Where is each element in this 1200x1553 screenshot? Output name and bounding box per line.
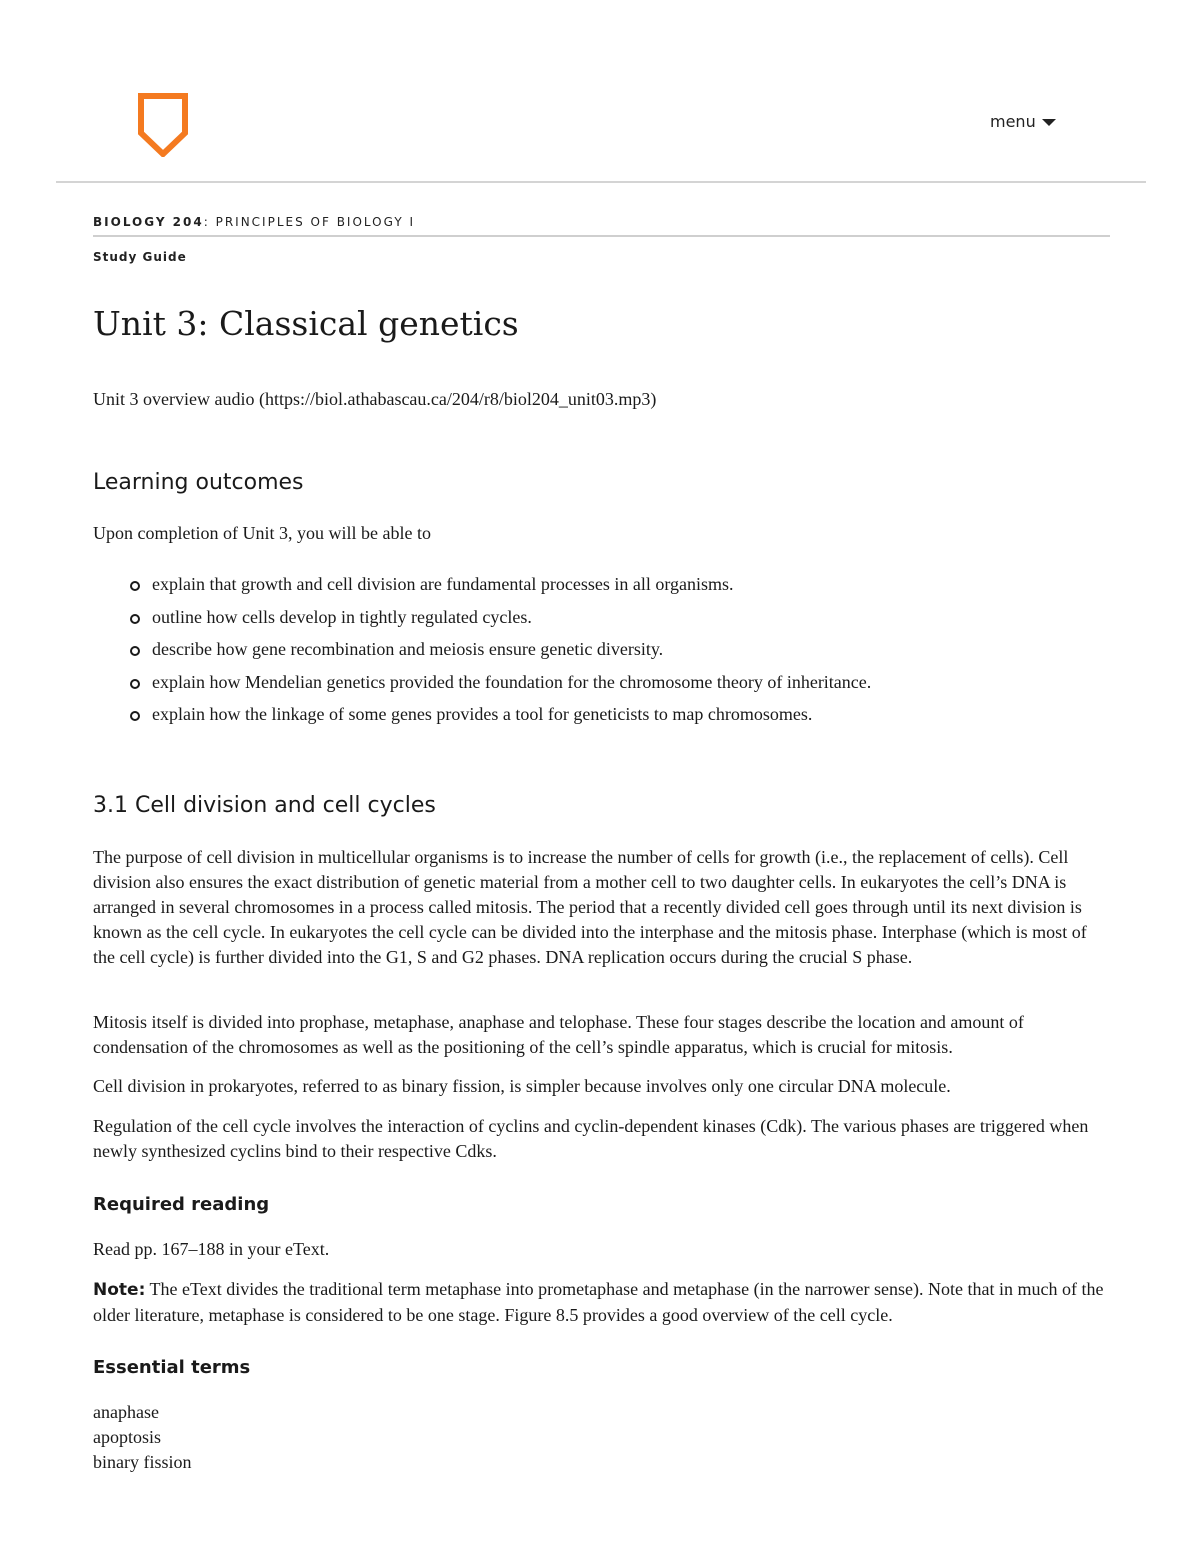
list-item: anaphase (93, 1402, 159, 1422)
list-item: apoptosis (93, 1427, 162, 1447)
header-divider (56, 181, 1146, 183)
menu-label: menu (990, 112, 1036, 131)
paragraph: The purpose of cell division in multicellular organisms is to increase the number of cells for growth (i.e., the replacement of cells). Cell division also ensures the exact distribution of genetic material from a mother cell to two daughter cells. In eukaryotes the cell’s DNA is arranged in several chromosomes in a process called mitosis. The period that a recently divided cell goes through until its next division is known as the cell cycle. In eukaryotes the cell cycle can be divided into the interphase and the mitosis phase. Interphase (which is most of the cell cycle) is further divided into the G1, S and G2 phases. DNA replication occurs during the crucial S phase. (93, 847, 1087, 967)
learning-outcomes-heading: Learning outcomes (93, 470, 304, 495)
note-label: Note: (93, 1280, 146, 1300)
paragraph: Regulation of the cell cycle involves the interaction of cyclins and cyclin-dependent kinases (Cdk). The various phases are triggered when newly synthesized cyclins bind to their respective Cdks. (93, 1116, 1089, 1161)
essential-terms-heading: Essential terms (93, 1357, 251, 1378)
list-item: explain how the linkage of some genes provides a tool for geneticists to map chromosomes. (130, 698, 871, 731)
course-title (93, 215, 415, 229)
section-label: Study Guide (93, 250, 187, 264)
essential-terms-list (93, 1400, 192, 1475)
course-name: : PRINCIPLES OF BIOLOGY I (203, 215, 416, 229)
required-reading-text: Read pp. 167–188 in your eText. (93, 1239, 330, 1259)
menu-button[interactable] (990, 112, 1056, 131)
section-3-1-heading: 3.1 Cell division and cell cycles (93, 793, 436, 818)
required-reading-heading: Required reading (93, 1194, 270, 1215)
unit-audio-link[interactable]: Unit 3 overview audio (https://biol.athabascau.ca/204/r8/biol204_unit03.mp3) (93, 389, 657, 409)
page-title: Unit 3: Classical genetics (93, 304, 519, 343)
shield-logo-icon[interactable] (138, 93, 188, 157)
course-divider (93, 235, 1110, 237)
list-item: explain how Mendelian genetics provided the foundation for the chromosome theory of inheritance. (130, 666, 871, 699)
site-header (0, 0, 1200, 184)
note-paragraph (93, 1277, 1110, 1328)
paragraph: Mitosis itself is divided into prophase, metaphase, anaphase and telophase. These four stages describe the location and amount of condensation of the chromosomes as well as the positioning of the cell’s spindle apparatus, which is crucial for mitosis. (93, 1012, 1024, 1057)
caret-down-icon (1042, 119, 1056, 126)
note-text: The eText divides the traditional term metaphase into prometaphase and metaphase (in the narrower sense). Note that in much of the older literature, metaphase is considered to be one stage. Figure 8.5 provides a good overview of the cell cycle. (93, 1279, 1104, 1325)
list-item: describe how gene recombination and meiosis ensure genetic diversity. (130, 633, 871, 666)
course-code: BIOLOGY 204 (93, 215, 204, 229)
paragraph: Cell division in prokaryotes, referred to as binary fission, is simpler because involves only one circular DNA molecule. (93, 1076, 951, 1096)
learning-outcomes-list (130, 568, 871, 731)
list-item: binary fission (93, 1452, 192, 1472)
list-item: outline how cells develop in tightly regulated cycles. (130, 601, 871, 634)
list-item: explain that growth and cell division are fundamental processes in all organisms. (130, 568, 871, 601)
learning-outcomes-intro: Upon completion of Unit 3, you will be able to (93, 523, 431, 543)
